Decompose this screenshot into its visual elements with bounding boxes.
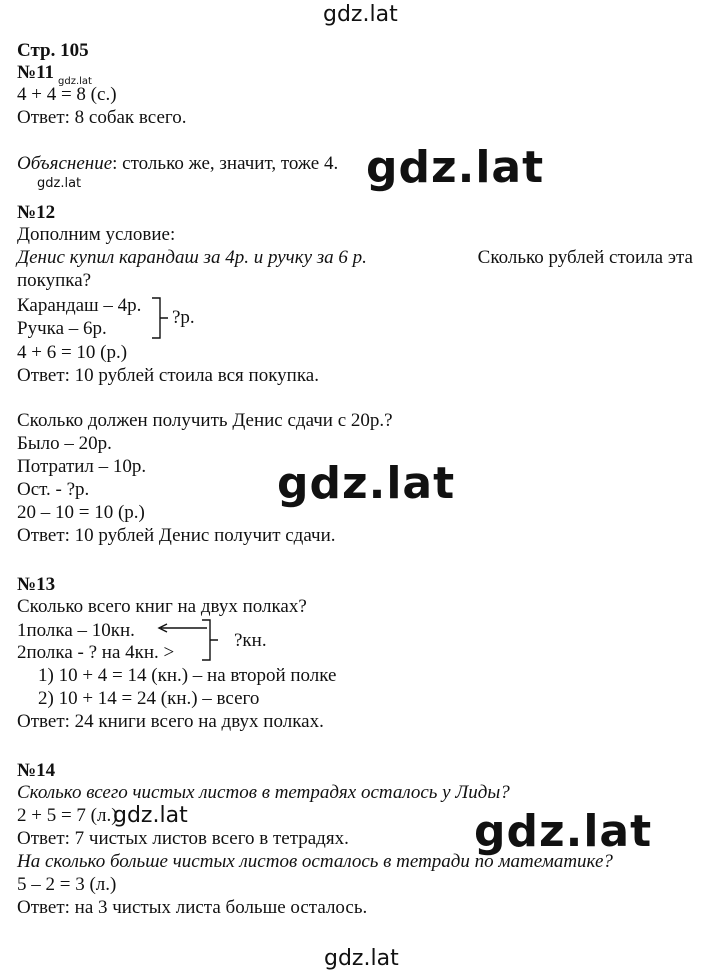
watermark-large-3: gdz.lat [474, 806, 653, 857]
task12-brace [150, 296, 170, 340]
task14-answer-1: Ответ: 7 чистых листов всего в тетрадях. [17, 828, 349, 849]
task12-brace-question: ?р. [172, 307, 195, 328]
watermark-bottom: gdz.lat [324, 946, 399, 971]
task14-equation-2: 5 – 2 = 3 (л.) [17, 874, 117, 895]
task13-number: №13 [17, 574, 56, 595]
watermark-large-2: gdz.lat [277, 458, 456, 509]
task12-was: Было – 20р. [17, 433, 112, 454]
task11-answer: Ответ: 8 собак всего. [17, 107, 187, 128]
task12-item-pen: Ручка – 6р. [17, 318, 107, 339]
task13-answer: Ответ: 24 книги всего на двух полках. [17, 711, 324, 732]
task12-question-2: Сколько должен получить Денис сдачи с 20р.? [17, 410, 393, 431]
task13-question: Сколько всего книг на двух полках? [17, 596, 307, 617]
task12-condition-question: Сколько рублей стоила эта [477, 247, 693, 268]
task12-spent: Потратил – 10р. [17, 456, 147, 477]
task12-item-pencil: Карандаш – 4р. [17, 295, 142, 316]
task11-number: №11 [17, 62, 55, 83]
watermark-small-1: gdz.lat [37, 176, 82, 191]
watermark-top: gdz.lat [323, 2, 398, 27]
page-title: Стр. 105 [17, 40, 89, 61]
watermark-inline: gdz.lat [113, 803, 188, 828]
task13-brace-question: ?кн. [234, 630, 267, 651]
watermark-large-1: gdz.lat [366, 142, 545, 193]
task14-number: №14 [17, 760, 56, 781]
task14-question-1: Сколько всего чистых листов в тетрадях осталось у Лиды? [17, 782, 510, 803]
task12-condition-italic: Денис купил карандаш за 4р. и ручку за 6 р. [17, 247, 367, 268]
task11-explanation-label: Объяснение [17, 153, 113, 174]
task13-step-2: 2) 10 + 14 = 24 (кн.) – всего [38, 688, 260, 709]
task12-number: №12 [17, 202, 56, 223]
task14-question-2: На сколько больше чистых листов осталось в тетради по математике? [17, 851, 613, 872]
task12-condition [17, 247, 693, 269]
task12-left: Ост. - ?р. [17, 479, 90, 500]
task13-shelf-1: 1полка – 10кн. [17, 620, 135, 641]
task12-equation: 4 + 6 = 10 (р.) [17, 342, 128, 363]
task11-equation: 4 + 4 = 8 (с.) [17, 84, 117, 105]
task11-explanation [17, 153, 338, 175]
task13-brace [200, 618, 220, 662]
task12-condition-question-2: покупка? [17, 270, 92, 291]
task14-answer-2: Ответ: на 3 чистых листа больше осталось. [17, 897, 368, 918]
task13-shelf-2: 2полка - ? на 4кн. > [17, 642, 175, 663]
task11-explanation-text: : столько же, значит, тоже 4. [112, 153, 339, 174]
task12-answer-2: Ответ: 10 рублей Денис получит сдачи. [17, 525, 336, 546]
watermark-tiny: gdz.lat [58, 76, 92, 87]
task14-equation-1: 2 + 5 = 7 (л.) [17, 805, 118, 826]
task12-intro: Дополним условие: [17, 224, 176, 245]
task13-step-1: 1) 10 + 4 = 14 (кн.) – на второй полке [38, 665, 337, 686]
task12-equation-2: 20 – 10 = 10 (р.) [17, 502, 145, 523]
task12-answer: Ответ: 10 рублей стоила вся покупка. [17, 365, 319, 386]
